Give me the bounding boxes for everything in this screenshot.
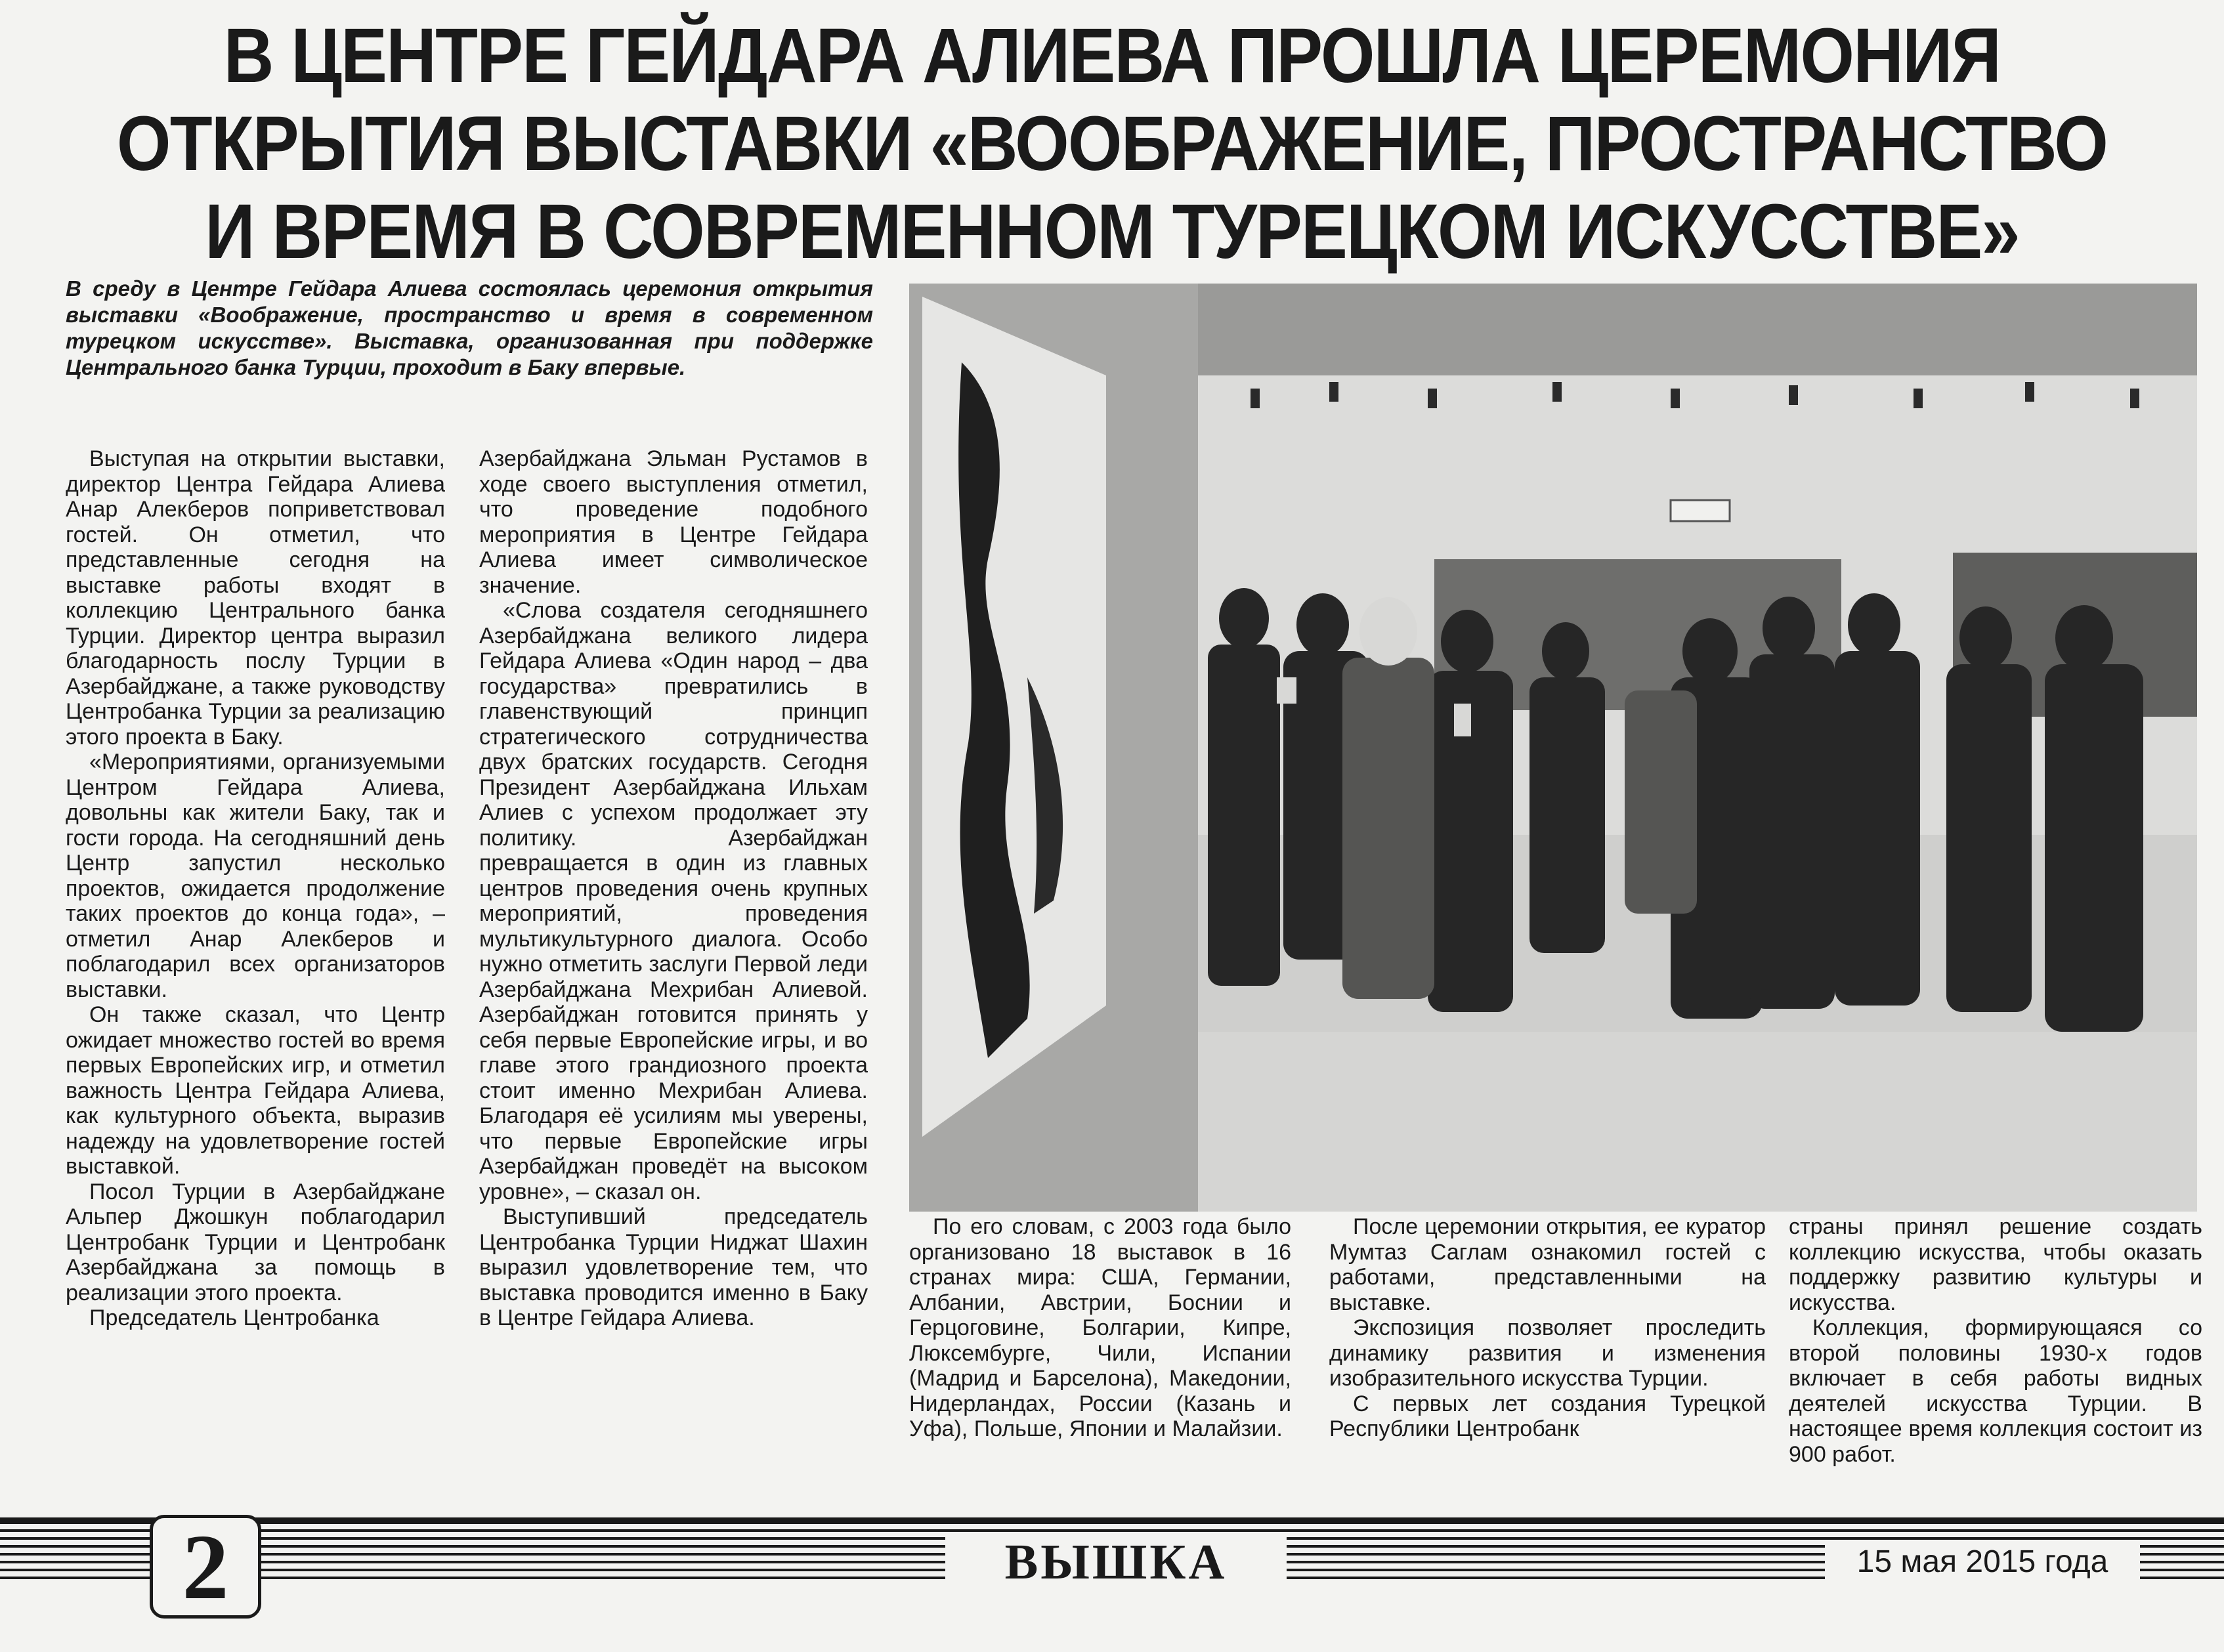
paragraph: «Слова создателя сегодняшнего Азербайджана великого лидера Гейдара Алиева «Один народ – два государства» превратились в главенствующий принцип стратегического сотрудничества двух братских государств. Сегодня Президент Азербайджана Ильхам Алиев с успехом продолжает эту политику. Азербайджан превращается в один из главных центров проведения очень крупных мероприятий, проведения мультикультурного диалога. Особо нужно отметить заслуги Первой леди Азербайджана Мехрибан Алиевой. Азербайджан готовится принять у себя первые Европейские игры, и во главе этого грандиозного проекта стоит именно Мехрибан Алиева. Благодаря её усилиям мы уверены, что первые Европейские игры Азербайджан проведёт на высоком уровне», – сказал он. — [479, 598, 868, 1204]
paragraph: По его словам, с 2003 года было организовано 18 выставок в 16 странах мира: США, Германии, Албании, Австрии, Боснии и Герцоговине, Болгарии, Кипре, Люксембурге, Чили, Испании (Мадрид и Барселона), Македонии, Нидерландах, России (Казань и Уфа), Польше, Японии и Малайзии. — [909, 1214, 1291, 1441]
exhibition-photo-icon — [909, 284, 2197, 1212]
paragraph: Выступая на открытии выставки, директор Центра Гейдара Алиева Анар Алекберов поприветствовал гостей. Он отметил, что представленные сегодня на выставке работы входят в коллекцию Центрального банка Турции. Директор центра выразил благодарность послу Турции в Азербайджане, а также руководству Центробанка Турции за реализацию этого проекта в Баку. — [66, 446, 445, 750]
text-column-3 — [909, 1214, 1291, 1516]
footer-rule — [0, 1529, 2224, 1532]
article-headline — [111, 12, 2112, 276]
footer-rule — [0, 1517, 2224, 1524]
issue-date: 15 мая 2015 года — [1825, 1544, 2140, 1580]
paragraph: После церемонии открытия, ее куратор Мумтаз Саглам ознакомил гостей с работами, представленными на выставке. — [1329, 1214, 1766, 1315]
text-column-4 — [1329, 1214, 1766, 1516]
paragraph: Азербайджана Эльман Рустамов в ходе своего выступления отметил, что проведение подобного мероприятия в Центре Гейдара Алиева имеет символическое значение. — [479, 446, 868, 598]
text-column-5 — [1789, 1214, 2202, 1516]
headline-line-1: В ЦЕНТРЕ ГЕЙДАРА АЛИЕВА ПРОШЛА ЦЕРЕМОНИЯ — [223, 12, 2001, 99]
paragraph: Посол Турции в Азербайджане Альпер Джошкун поблагодарил Центробанк Турции и Центробанк Азербайджана за помощь в реализации этого проекта. — [66, 1179, 445, 1305]
paragraph: «Мероприятиями, организуемыми Центром Гейдара Алиева, довольны как жители Баку, так и гости города. На сегодняшний день Центр запустил несколько проектов, ожидается продолжение таких проектов до конца года», – отметил Анар Алекберов и поблагодарил всех организаторов выставки. — [66, 750, 445, 1002]
page-number: 2 — [150, 1515, 261, 1619]
headline-line-3: И ВРЕМЯ В СОВРЕМЕННОМ ТУРЕЦКОМ ИСКУССТВЕ» — [205, 188, 2019, 275]
paragraph: страны принял решение создать коллекцию искусства, чтобы оказать поддержку развитию культуры и искусства. — [1789, 1214, 2202, 1315]
article-lead: В среду в Центре Гейдара Алиева состоялась церемония открытия выставки «Воображение, пространство и время в современном турецком искусстве». Выставка, организованная при поддержке Центрального банка Турции, проходит в Баку впервые. — [66, 276, 873, 379]
paragraph: Выступивший председатель Центробанка Турции Ниджат Шахин выразил удовлетворение тем, что выставка проводится именно в Баку в Центре Гейдара Алиева. — [479, 1204, 868, 1330]
newspaper-name: ВЫШКА — [945, 1533, 1287, 1592]
paragraph: Коллекция, формирующаяся со второй половины 1930-х годов включает в себя работы видных деятелей искусства Турции. В настоящее время коллекция состоит из 900 работ. — [1789, 1315, 2202, 1467]
paragraph: С первых лет создания Турецкой Республики Центробанк — [1329, 1391, 1766, 1441]
text-column-1 — [66, 446, 445, 1516]
paragraph: Председатель Центробанка — [89, 1305, 379, 1330]
paragraph: Экспозиция позволяет проследить динамику развития и изменения изобразительного искусства Турции. — [1329, 1315, 1766, 1391]
headline-line-2: ОТКРЫТИЯ ВЫСТАВКИ «ВООБРАЖЕНИЕ, ПРОСТРАНСТВО — [116, 100, 2108, 187]
text-column-2 — [479, 446, 868, 1516]
exhibition-photo — [909, 284, 2197, 1212]
paragraph: Он также сказал, что Центр ожидает множество гостей во время первых Европейских игр, и отметил важность Центра Гейдара Алиева, как культурного объекта, выразив надежду на удовлетворение гостей выставкой. — [66, 1002, 445, 1179]
